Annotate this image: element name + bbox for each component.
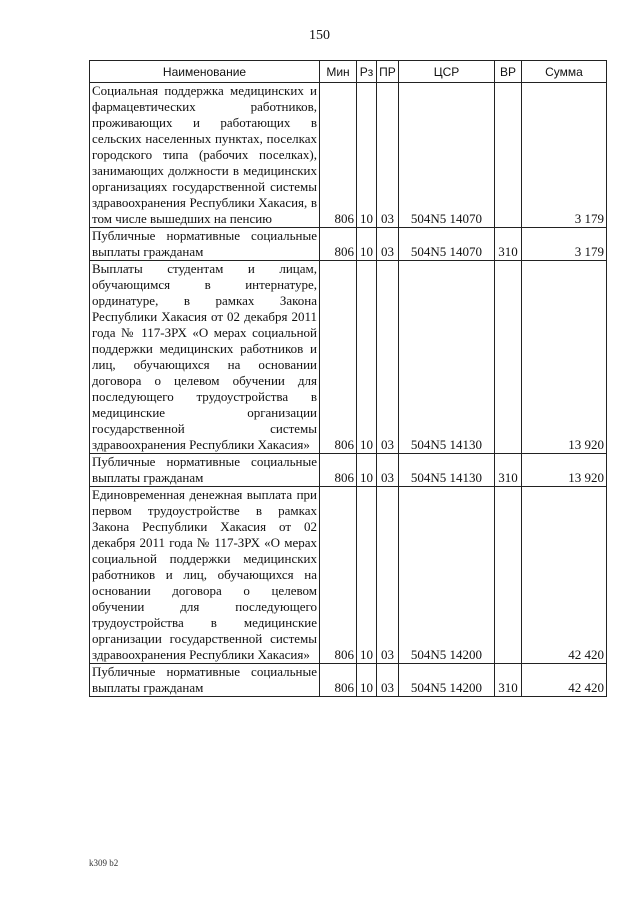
row-sum: 42 420 bbox=[522, 664, 607, 697]
row-rz: 10 bbox=[357, 228, 377, 261]
row-vr: 310 bbox=[495, 228, 522, 261]
row-name: Единовременная денежная выплата при первом трудоустройстве в рамках Закона Республики Хакасия от 02 декабря 2011 года № 117-ЗРХ «О мерах социальной поддержки медицинских работников и лиц, обучающихся на основании договора о целевом обучении для последующего трудоустройства в медицинские организации государственной системы здравоохранения Республики Хакасия» bbox=[90, 487, 320, 664]
row-csr: 504N5 14130 bbox=[399, 261, 495, 454]
row-name: Публичные нормативные социальные выплаты гражданам bbox=[90, 228, 320, 261]
row-csr: 504N5 14200 bbox=[399, 664, 495, 697]
row-min: 806 bbox=[320, 83, 357, 228]
row-min: 806 bbox=[320, 454, 357, 487]
row-rz: 10 bbox=[357, 83, 377, 228]
header-sum: Сумма bbox=[522, 61, 607, 83]
row-name: Социальная поддержка медицинских и фармацевтических работников, проживающих и работающих в сельских населенных пунктах, поселках городского типа (рабочих поселках), занимающих должности в медицинских организациях государственной системы здравоохранения Республики Хакасия, в том числе вышедших на пенсию bbox=[90, 83, 320, 228]
row-vr bbox=[495, 83, 522, 228]
row-pr: 03 bbox=[377, 261, 399, 454]
table-row bbox=[90, 454, 607, 487]
row-rz: 10 bbox=[357, 487, 377, 664]
row-min: 806 bbox=[320, 664, 357, 697]
table-header-row bbox=[90, 61, 607, 83]
row-pr: 03 bbox=[377, 487, 399, 664]
header-min: Мин bbox=[320, 61, 357, 83]
row-vr: 310 bbox=[495, 664, 522, 697]
table-row bbox=[90, 664, 607, 697]
row-name: Выплаты студентам и лицам, обучающимся в интернатуре, ординатуре, в рамках Закона Республики Хакасия от 02 декабря 2011 года № 117-ЗРХ «О мерах социальной поддержки медицинских работников и лиц, обучающихся на основании договора о целевом обучении для последующего трудоустройства в медицинские организации государственной системы здравоохранения Республики Хакасия» bbox=[90, 261, 320, 454]
header-pr: ПР bbox=[377, 61, 399, 83]
row-rz: 10 bbox=[357, 454, 377, 487]
row-vr bbox=[495, 487, 522, 664]
row-vr: 310 bbox=[495, 454, 522, 487]
footer-code: k309 b2 bbox=[89, 858, 119, 868]
row-csr: 504N5 14130 bbox=[399, 454, 495, 487]
header-vr: ВР bbox=[495, 61, 522, 83]
row-sum: 3 179 bbox=[522, 228, 607, 261]
row-rz: 10 bbox=[357, 664, 377, 697]
row-rz: 10 bbox=[357, 261, 377, 454]
row-name: Публичные нормативные социальные выплаты гражданам bbox=[90, 664, 320, 697]
row-sum: 13 920 bbox=[522, 261, 607, 454]
table-row bbox=[90, 228, 607, 261]
budget-table bbox=[89, 60, 607, 697]
row-pr: 03 bbox=[377, 664, 399, 697]
table-row bbox=[90, 83, 607, 228]
row-vr bbox=[495, 261, 522, 454]
row-min: 806 bbox=[320, 228, 357, 261]
row-pr: 03 bbox=[377, 83, 399, 228]
row-name: Публичные нормативные социальные выплаты гражданам bbox=[90, 454, 320, 487]
row-csr: 504N5 14200 bbox=[399, 487, 495, 664]
row-sum: 42 420 bbox=[522, 487, 607, 664]
page-number: 150 bbox=[309, 28, 330, 43]
row-csr: 504N5 14070 bbox=[399, 83, 495, 228]
row-sum: 3 179 bbox=[522, 83, 607, 228]
row-min: 806 bbox=[320, 487, 357, 664]
header-csr: ЦСР bbox=[399, 61, 495, 83]
header-name: Наименование bbox=[90, 61, 320, 83]
header-rz: Рз bbox=[357, 61, 377, 83]
row-min: 806 bbox=[320, 261, 357, 454]
row-csr: 504N5 14070 bbox=[399, 228, 495, 261]
table-row bbox=[90, 261, 607, 454]
row-pr: 03 bbox=[377, 228, 399, 261]
row-sum: 13 920 bbox=[522, 454, 607, 487]
row-pr: 03 bbox=[377, 454, 399, 487]
table-row bbox=[90, 487, 607, 664]
